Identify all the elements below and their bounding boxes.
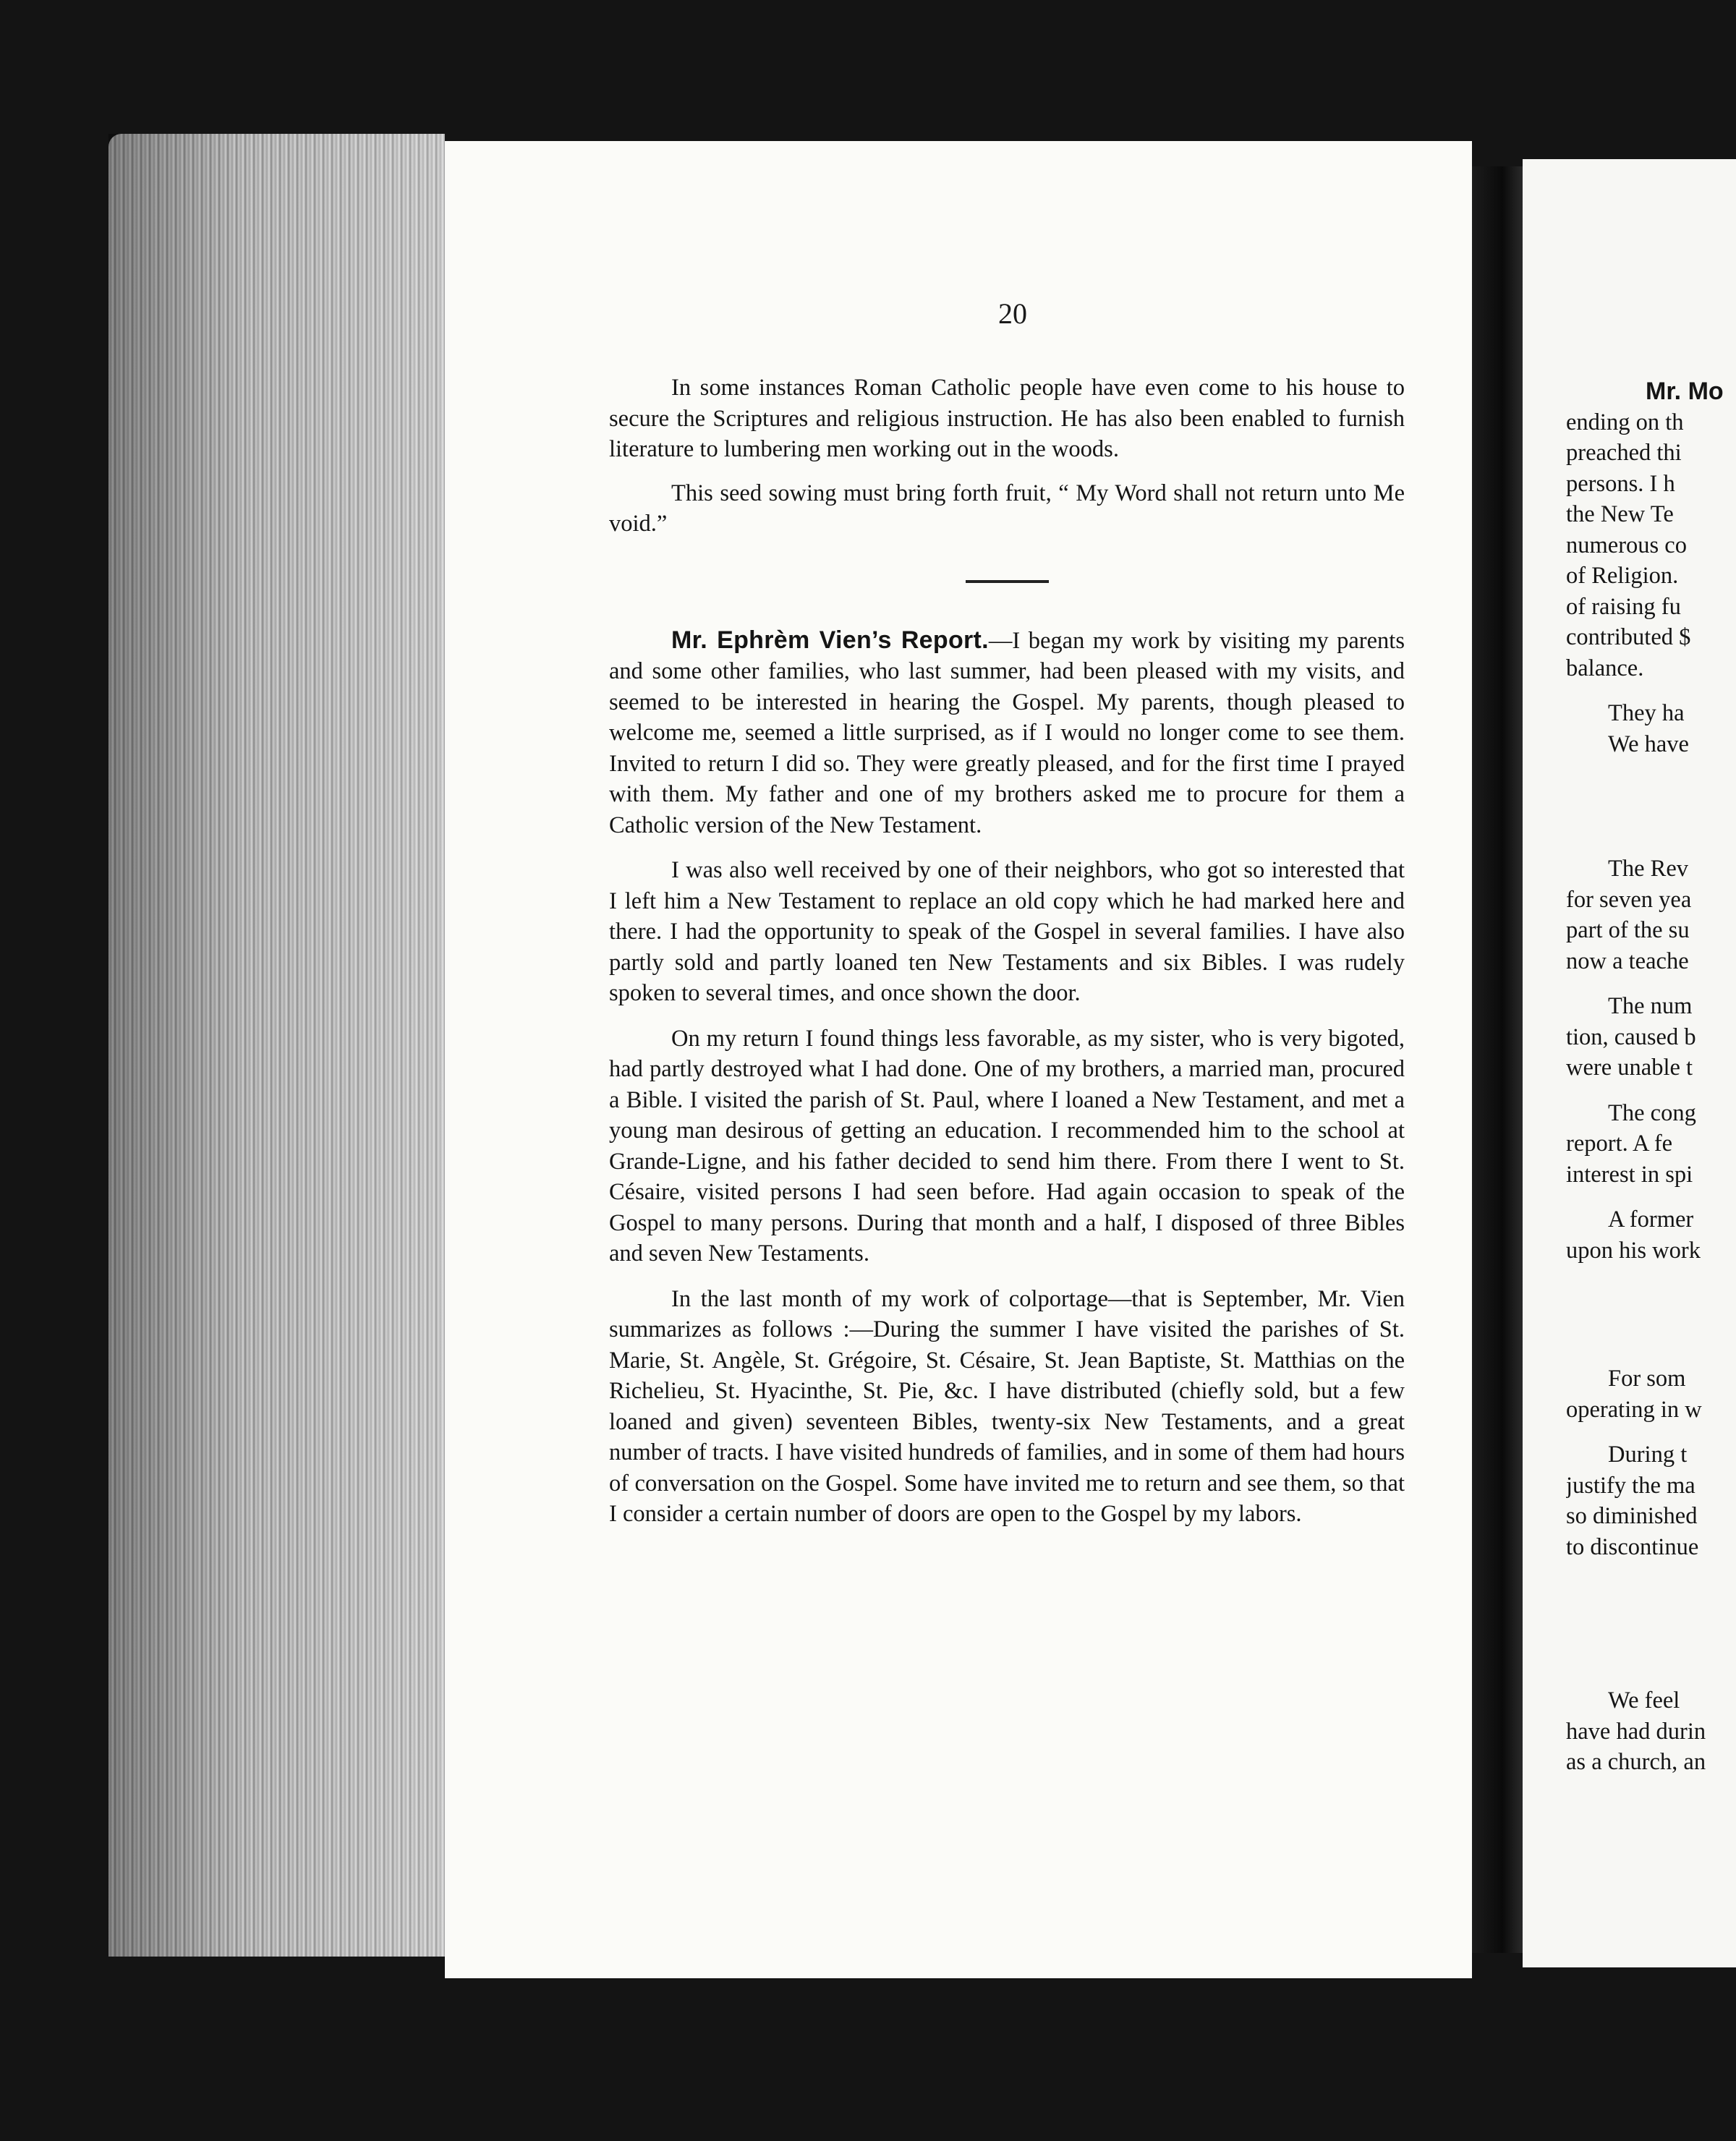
text-line: The cong [1608, 1099, 1696, 1126]
text-line: numerous co [1566, 532, 1687, 558]
report-heading: Mr. Ephrèm Vien’s Report. [671, 626, 989, 654]
text-line: of raising fu [1566, 593, 1681, 620]
text-line: operating in w [1566, 1396, 1702, 1423]
block-2 [1566, 698, 1736, 759]
paragraph: This seed sowing must bring forth fruit, “ My Word shall not return unto Me void.” [609, 480, 1405, 537]
block-9 [1566, 1685, 1736, 1778]
text-line: We have [1608, 731, 1689, 757]
text-line: as a church, an [1566, 1749, 1706, 1775]
text-line: to discontinue [1566, 1533, 1699, 1560]
left-page-text [609, 373, 1405, 1544]
text-line: so diminished [1566, 1503, 1698, 1529]
paragraph: In some instances Roman Catholic people have even come to his house to secure the Scriptures and religious instruction. He has also been enabled to furnish literature to lumbering men working out in the woods. [609, 375, 1405, 462]
text-line: part of the su [1566, 917, 1690, 943]
block-1 [1566, 407, 1736, 684]
text-line: ending on th [1566, 409, 1684, 435]
paragraph: On my return I found things less favorable, as my sister, who is very bigoted, had partly destroyed what I had done. One of my brothers, a married man, procured a Bible. I visited the parish of St. Paul, where I loaned a New Testament, and met a young man desirous of getting an education. I recommended him to the school at Grande-Ligne, and his father decided to send him there. From there I went to St. Césaire, visited persons I had seen before. Had again occasion to speak of the Gospel to many persons. During that month and a half, I disposed of three Bibles and seven New Testaments. [609, 1025, 1405, 1267]
text-line: for seven yea [1566, 886, 1692, 913]
text-line: We feel [1608, 1687, 1680, 1714]
block-7 [1566, 1363, 1736, 1425]
report-body: —I began my work by visiting my parents and some other families, who last summer, had been pleased with my visits, and seemed to be interested in hearing the Gospel. My parents, though pleased to welcome me, seemed a little surprised, as if I would no longer come to see them. Invited to return I did so. They were greatly pleased, and for the first time I prayed with them. My father and one of my brothers asked me to procure for them a Catholic version of the New Testament. [609, 627, 1405, 838]
text-line: The Rev [1608, 856, 1689, 882]
block-4 [1566, 991, 1736, 1084]
text-line: the New Te [1566, 501, 1674, 527]
page-number: 20 [998, 297, 1027, 330]
text-line: For som [1608, 1366, 1686, 1392]
right-page-text [1566, 376, 1736, 1778]
book-edge-shadow [109, 134, 445, 1957]
text-line: justify the ma [1566, 1472, 1695, 1499]
block-6 [1566, 1204, 1736, 1266]
text-line: upon his work [1566, 1237, 1701, 1264]
block-3 [1566, 854, 1736, 976]
book-gutter [1472, 166, 1523, 1953]
block-8 [1566, 1439, 1736, 1562]
text-line: contributed $ [1566, 624, 1691, 650]
text-line: have had durin [1566, 1718, 1706, 1745]
text-line: of Religion. [1566, 563, 1679, 589]
text-line: persons. I h [1566, 470, 1675, 497]
text-line: balance. [1566, 655, 1644, 681]
text-line: A former [1608, 1206, 1694, 1233]
text-line: now a teache [1566, 948, 1689, 974]
report-paragraph [609, 625, 1405, 841]
section-divider [966, 580, 1049, 583]
right-heading: Mr. Mo [1646, 378, 1724, 405]
paragraph: In the last month of my work of colportage—that is September, Mr. Vien summarizes as follows :—During the summer I have visited the parishes of St. Marie, St. Angèle, St. Grégoire, St. Césaire, St. Jean Baptiste, St. Matthias on the Richelieu, St. Hyacinthe, St. Pie, &c. I have distributed (chiefly sold, but a few loaned and given) seventeen Bibles, twenty-six New Testaments, and a great number of tracts. I have visited hundreds of families, and in some of them had hours of conversation on the Gospel. Some have invited me to return and see them, so that I consider a certain number of doors are open to the Gospel by my labors. [609, 1285, 1405, 1527]
text-line: preached thi [1566, 440, 1682, 466]
text-line: report. A fe [1566, 1131, 1673, 1157]
text-line: During t [1608, 1442, 1688, 1468]
text-line: tion, caused b [1566, 1023, 1696, 1050]
text-line: They ha [1608, 700, 1685, 726]
text-line: interest in spi [1566, 1161, 1693, 1188]
text-line: The num [1608, 993, 1693, 1019]
text-line: were unable t [1566, 1055, 1693, 1081]
paragraph: I was also well received by one of their neighbors, who got so interested that I left him a New Testament to replace an old copy which he had marked here and there. I had the opportunity to speak of the Gospel in several families. I have also partly sold and partly loaned ten New Testaments and six Bibles. I was rudely spoken to several times, and once shown the door. [609, 857, 1405, 1006]
block-5 [1566, 1098, 1736, 1191]
